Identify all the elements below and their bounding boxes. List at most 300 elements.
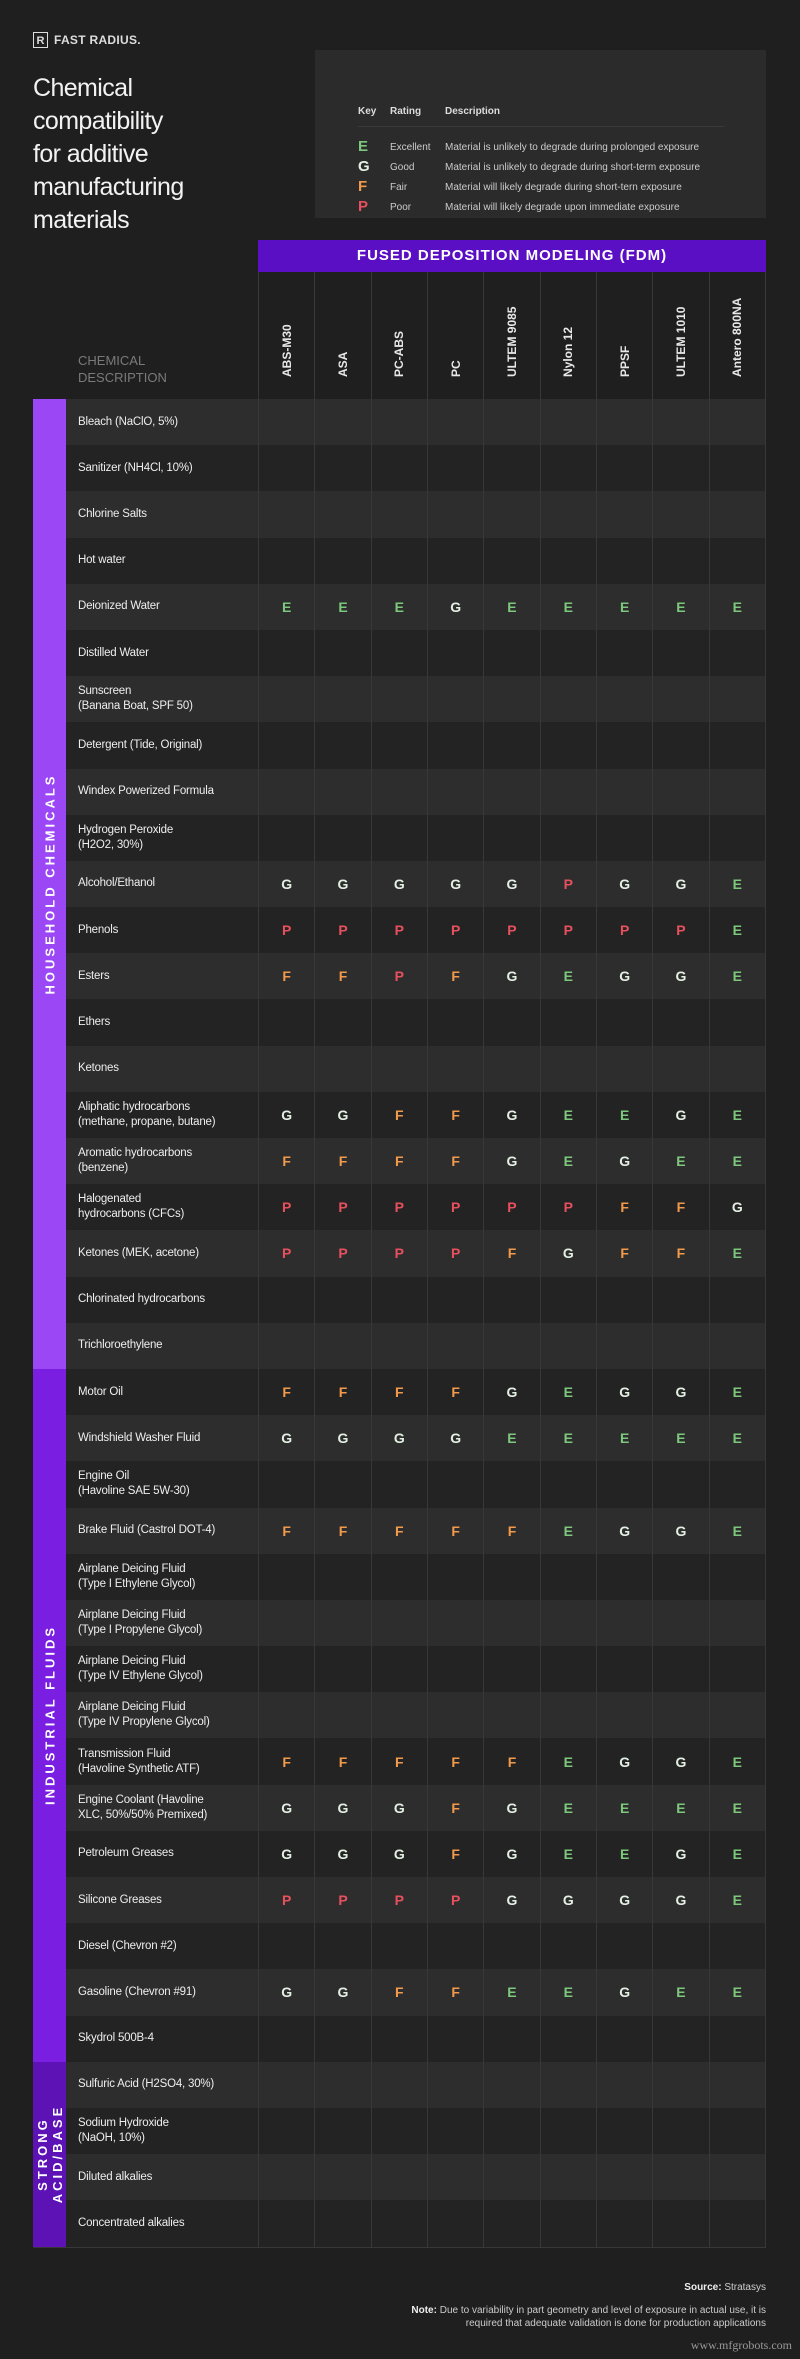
rating-cell <box>483 2062 539 2108</box>
rating-cell <box>483 2154 539 2200</box>
key-header-rating: Rating <box>390 106 422 117</box>
section-strong-acid-base <box>33 2062 766 2247</box>
rating-cell <box>258 1554 314 1600</box>
rating-cell <box>709 2200 766 2246</box>
rating-cell: G <box>371 861 427 907</box>
rating-cell <box>427 1646 483 1692</box>
rating-cell: E <box>540 953 596 999</box>
rating-cell <box>314 676 370 722</box>
rating-cell <box>540 2062 596 2108</box>
chemical-name: Transmission Fluid (Havoline Synthetic ATF) <box>78 1747 200 1775</box>
rating-cell <box>540 1323 596 1369</box>
rating-cell: F <box>427 1138 483 1184</box>
table-row <box>66 2062 766 2108</box>
rating-cell: G <box>596 1369 652 1415</box>
rating-cell: P <box>652 907 708 953</box>
brand-name: FAST RADIUS. <box>54 33 141 47</box>
chemical-name: Ketones <box>78 1062 119 1075</box>
column-header-label: ABS-M30 <box>279 324 294 377</box>
rating-cell: P <box>483 907 539 953</box>
rating-cell: G <box>652 1508 708 1554</box>
rating-cell <box>483 399 539 445</box>
rating-cell: P <box>258 907 314 953</box>
rating-cell: E <box>540 1969 596 2015</box>
rating-cell: G <box>596 1138 652 1184</box>
rating-cell <box>371 1692 427 1738</box>
rating-cell: F <box>652 1184 708 1230</box>
rating-cell <box>483 2108 539 2154</box>
column-header-label: ASA <box>335 351 350 377</box>
rating-cell <box>371 538 427 584</box>
table-row <box>66 445 766 491</box>
rating-cell <box>596 1323 652 1369</box>
rating-cell <box>540 2154 596 2200</box>
rating-cell: E <box>540 1508 596 1554</box>
rating-cell <box>314 491 370 537</box>
chemical-name: Windex Powerized Formula <box>78 785 214 798</box>
table-row <box>66 584 766 630</box>
rating-cell <box>709 1046 766 1092</box>
table-row <box>66 999 766 1045</box>
rating-cell <box>427 999 483 1045</box>
chemical-name: Sanitizer (NH4Cl, 10%) <box>78 461 193 474</box>
rating-cell: E <box>709 1785 766 1831</box>
rating-cell <box>371 1461 427 1507</box>
rating-cell <box>709 1461 766 1507</box>
material-column-headers <box>258 272 766 399</box>
rating-cell <box>483 1461 539 1507</box>
rating-cell: G <box>258 1831 314 1877</box>
rating-cell <box>314 445 370 491</box>
rating-cell: E <box>596 1831 652 1877</box>
rating-cell <box>314 815 370 861</box>
rating-cell: P <box>314 907 370 953</box>
rating-cell <box>709 2016 766 2062</box>
rating-cell: F <box>258 1738 314 1784</box>
key-rating: Good <box>390 162 415 173</box>
rating-cell <box>314 2016 370 2062</box>
rating-cell: G <box>483 1138 539 1184</box>
column-header-label: PC <box>448 360 463 377</box>
rating-cell <box>258 2016 314 2062</box>
rating-cell <box>596 491 652 537</box>
column-header-label: ULTEM 9085 <box>504 306 519 377</box>
rating-cell <box>371 630 427 676</box>
logo-mark-icon: R <box>33 32 48 48</box>
table-row <box>66 399 766 445</box>
rating-cell <box>427 1692 483 1738</box>
chemical-name: Alcohol/Ethanol <box>78 877 155 890</box>
column-header <box>652 272 708 399</box>
chemical-name: Diluted alkalies <box>78 2170 153 2183</box>
key-letter: P <box>358 198 369 215</box>
rating-cell <box>483 630 539 676</box>
rating-cell: G <box>540 1230 596 1276</box>
rating-cell: G <box>596 1877 652 1923</box>
chemical-name: Halogenated hydrocarbons (CFCs) <box>78 1193 185 1221</box>
rating-cell <box>483 1646 539 1692</box>
fdm-header-band: FUSED DEPOSITION MODELING (FDM) <box>258 240 766 272</box>
chemical-name: Bleach (NaClO, 5%) <box>78 415 178 428</box>
rating-cell <box>596 445 652 491</box>
rating-cell <box>596 999 652 1045</box>
table-row <box>66 722 766 768</box>
brand-logo <box>33 32 141 48</box>
rating-cell <box>596 1461 652 1507</box>
rating-cell: P <box>427 1230 483 1276</box>
rating-cell: P <box>371 953 427 999</box>
rating-cell <box>540 1923 596 1969</box>
rating-cell: E <box>709 584 766 630</box>
rating-cell: F <box>258 953 314 999</box>
rating-cell <box>427 2016 483 2062</box>
rating-cell <box>258 1646 314 1692</box>
rating-cell: P <box>314 1877 370 1923</box>
rating-cell <box>596 630 652 676</box>
chemical-name: Chlorinated hydrocarbons <box>78 1293 205 1306</box>
page-title: Chemical compatibility for additive manufacturing materials <box>33 74 184 234</box>
rating-cell <box>652 999 708 1045</box>
rating-cell <box>652 630 708 676</box>
rating-cell <box>596 399 652 445</box>
rating-cell <box>709 2154 766 2200</box>
rating-cell: P <box>540 1184 596 1230</box>
rating-cell: E <box>709 1230 766 1276</box>
chemical-name: Phenols <box>78 923 119 936</box>
rating-cell <box>258 1600 314 1646</box>
rating-cell: G <box>652 1877 708 1923</box>
rating-cell: P <box>371 907 427 953</box>
rating-cell: P <box>596 907 652 953</box>
rating-cell <box>427 2200 483 2246</box>
rating-cell <box>258 2154 314 2200</box>
chemical-name: Aliphatic hydrocarbons (methane, propane, butane) <box>78 1100 216 1128</box>
rating-cell <box>371 2154 427 2200</box>
chemical-name: Windshield Washer Fluid <box>78 1431 201 1444</box>
rating-cell <box>314 1646 370 1692</box>
category-label: INDUSTRIAL FLUIDS <box>42 1625 57 1806</box>
rating-cell: F <box>427 1969 483 2015</box>
rating-cell <box>709 2062 766 2108</box>
rating-cell <box>314 999 370 1045</box>
rating-cell <box>596 1046 652 1092</box>
rating-cell: G <box>427 861 483 907</box>
table-row <box>66 491 766 537</box>
chemical-name: Chlorine Salts <box>78 507 147 520</box>
rating-cell: G <box>596 1508 652 1554</box>
rating-cell <box>596 2016 652 2062</box>
rating-cell: E <box>709 1508 766 1554</box>
rating-cell: E <box>540 1738 596 1784</box>
rating-cell: G <box>314 1831 370 1877</box>
rating-cell <box>652 1554 708 1600</box>
chemical-name: Diesel (Chevron #2) <box>78 1939 177 1952</box>
rating-cell: E <box>709 1877 766 1923</box>
rating-cell: G <box>652 1738 708 1784</box>
rating-cell <box>596 769 652 815</box>
rating-cell: F <box>371 1369 427 1415</box>
rating-cell <box>258 1046 314 1092</box>
rating-cell: E <box>540 1138 596 1184</box>
rating-cell <box>371 2062 427 2108</box>
table-row <box>66 676 766 722</box>
rating-cell <box>596 1923 652 1969</box>
rating-cell <box>483 722 539 768</box>
table-row <box>66 1923 766 1969</box>
rating-cell: E <box>596 584 652 630</box>
rating-cell: P <box>371 1877 427 1923</box>
rating-cell: G <box>483 1092 539 1138</box>
rating-cell: G <box>258 1785 314 1831</box>
rating-cell <box>652 1923 708 1969</box>
rating-cell <box>258 676 314 722</box>
rating-cell <box>427 2108 483 2154</box>
rating-cell <box>483 2016 539 2062</box>
rating-cell <box>540 445 596 491</box>
table-row <box>66 1831 766 1877</box>
table-row <box>66 907 766 953</box>
rating-cell: F <box>371 1738 427 1784</box>
column-header <box>371 272 427 399</box>
rating-cell <box>314 538 370 584</box>
rating-cell: P <box>371 1184 427 1230</box>
rating-cell <box>596 815 652 861</box>
rating-cell <box>540 1692 596 1738</box>
rating-cell: G <box>709 1184 766 1230</box>
column-header-label: Nylon 12 <box>561 326 576 377</box>
rating-cell: E <box>709 1415 766 1461</box>
rating-cell <box>709 399 766 445</box>
rating-cell <box>427 491 483 537</box>
key-row <box>358 198 738 220</box>
rating-cell <box>427 676 483 722</box>
rating-key-panel <box>315 50 766 218</box>
note-label: Note: <box>411 2305 437 2316</box>
rating-cell <box>427 2062 483 2108</box>
rating-cell <box>314 1461 370 1507</box>
rating-cell <box>427 630 483 676</box>
rating-cell <box>427 538 483 584</box>
rating-cell <box>483 445 539 491</box>
rating-cell <box>258 769 314 815</box>
rating-cell: G <box>314 1092 370 1138</box>
chemical-name: Detergent (Tide, Original) <box>78 738 203 751</box>
table-row <box>66 1969 766 2015</box>
rating-cell <box>483 538 539 584</box>
table-row <box>66 2016 766 2062</box>
rating-cell <box>540 1554 596 1600</box>
rating-cell <box>652 2108 708 2154</box>
chemical-name: Concentrated alkalies <box>78 2216 185 2229</box>
rating-cell <box>371 1554 427 1600</box>
rating-cell <box>709 491 766 537</box>
key-description: Material will likely degrade upon immediate exposure <box>445 202 680 213</box>
table-row <box>66 1415 766 1461</box>
column-header <box>314 272 370 399</box>
column-header <box>596 272 652 399</box>
rating-cell: G <box>258 1415 314 1461</box>
rating-cell: E <box>652 1785 708 1831</box>
chemical-name: Hydrogen Peroxide (H2O2, 30%) <box>78 823 174 851</box>
rating-cell: G <box>652 861 708 907</box>
rating-cell <box>596 2062 652 2108</box>
rating-cell: F <box>652 1230 708 1276</box>
chemical-name: Silicone Greases <box>78 1893 162 1906</box>
rating-cell: E <box>652 1138 708 1184</box>
table-row <box>66 2200 766 2246</box>
rating-cell <box>314 1323 370 1369</box>
rating-cell <box>540 2108 596 2154</box>
table-row <box>66 1184 766 1230</box>
rating-cell <box>371 676 427 722</box>
rating-cell <box>483 815 539 861</box>
rating-cell <box>709 1646 766 1692</box>
rating-cell <box>540 399 596 445</box>
key-row <box>358 178 738 200</box>
rating-cell <box>483 1600 539 1646</box>
rating-cell: F <box>427 1508 483 1554</box>
rating-cell <box>483 1554 539 1600</box>
category-label: STRONG ACID/BASE <box>34 2104 65 2204</box>
rating-cell: F <box>427 1738 483 1784</box>
rating-cell <box>709 1323 766 1369</box>
rating-cell <box>427 815 483 861</box>
rating-cell: G <box>483 1831 539 1877</box>
rating-cell <box>652 1323 708 1369</box>
rating-cell <box>427 769 483 815</box>
key-letter: F <box>358 178 368 195</box>
rating-cell <box>371 1923 427 1969</box>
rating-cell: F <box>427 1831 483 1877</box>
rating-cell <box>652 815 708 861</box>
rating-cell <box>314 1046 370 1092</box>
rating-cell <box>258 538 314 584</box>
rating-cell <box>483 769 539 815</box>
rating-cell: F <box>371 1138 427 1184</box>
rating-cell <box>427 1277 483 1323</box>
rating-cell: F <box>427 1369 483 1415</box>
rating-cell: G <box>596 1738 652 1784</box>
rating-cell <box>258 1323 314 1369</box>
rating-cell: E <box>314 584 370 630</box>
rating-cell: G <box>371 1415 427 1461</box>
rating-cell <box>314 1600 370 1646</box>
rating-cell <box>596 676 652 722</box>
rating-cell <box>371 2016 427 2062</box>
key-header <box>358 106 724 127</box>
rating-cell <box>709 769 766 815</box>
table-row <box>66 1323 766 1369</box>
rating-cell: G <box>596 861 652 907</box>
key-letter: E <box>358 138 369 155</box>
rating-cell <box>652 2016 708 2062</box>
key-row <box>358 158 738 180</box>
rating-cell <box>540 815 596 861</box>
rating-cell <box>258 399 314 445</box>
rating-cell <box>540 1277 596 1323</box>
rating-cell <box>371 1323 427 1369</box>
rating-cell <box>427 722 483 768</box>
rating-cell <box>596 1554 652 1600</box>
rating-cell <box>427 1554 483 1600</box>
rating-cell <box>709 1692 766 1738</box>
rating-cell <box>258 491 314 537</box>
chemical-name: Engine Oil (Havoline SAE 5W-30) <box>78 1470 190 1498</box>
rating-cell: G <box>483 861 539 907</box>
category-bar <box>33 1369 66 2062</box>
rating-cell <box>652 2154 708 2200</box>
rating-cell: E <box>483 1969 539 2015</box>
key-rating: Excellent <box>390 142 431 153</box>
rating-cell <box>258 2200 314 2246</box>
rating-cell: E <box>709 1738 766 1784</box>
rating-cell <box>258 2108 314 2154</box>
rating-cell <box>540 676 596 722</box>
rating-cell <box>540 722 596 768</box>
rating-cell: P <box>427 907 483 953</box>
table-row <box>66 1785 766 1831</box>
rating-cell <box>709 630 766 676</box>
rating-cell: E <box>652 584 708 630</box>
rating-cell: E <box>596 1415 652 1461</box>
rating-cell <box>483 1692 539 1738</box>
rating-cell <box>596 2108 652 2154</box>
rating-cell <box>596 2200 652 2246</box>
rating-cell: E <box>709 1969 766 2015</box>
table-row <box>66 1138 766 1184</box>
table-row <box>66 1092 766 1138</box>
category-bar <box>33 2062 66 2247</box>
rating-cell: G <box>596 953 652 999</box>
rating-cell <box>540 630 596 676</box>
table-row <box>66 1230 766 1276</box>
rating-cell <box>371 999 427 1045</box>
rating-cell <box>314 1923 370 1969</box>
column-header <box>709 272 766 399</box>
rating-cell <box>652 769 708 815</box>
rating-cell <box>258 2062 314 2108</box>
rating-cell <box>652 399 708 445</box>
chemical-description-label: CHEMICAL DESCRIPTION <box>78 353 167 385</box>
rating-cell <box>652 1600 708 1646</box>
rating-cell <box>314 769 370 815</box>
rating-cell <box>258 999 314 1045</box>
rating-cell <box>258 1692 314 1738</box>
chemical-name: Airplane Deicing Fluid (Type I Propylene Glycol) <box>78 1608 203 1636</box>
chemical-name: Ethers <box>78 1016 111 1029</box>
rating-cell <box>540 491 596 537</box>
note-text: Due to variability in part geometry and level of exposure in actual use, it is required that adequate validation is done for production applications <box>439 2305 766 2329</box>
column-header-label: ULTEM 1010 <box>673 306 688 377</box>
rating-cell <box>540 538 596 584</box>
rating-cell <box>652 1646 708 1692</box>
rating-cell <box>709 1554 766 1600</box>
key-header-description: Description <box>445 106 501 117</box>
rating-cell: G <box>483 953 539 999</box>
chemical-name: Sodium Hydroxide (NaOH, 10%) <box>78 2117 169 2145</box>
chemical-name: Skydrol 500B-4 <box>78 2032 154 2045</box>
rating-cell <box>483 2200 539 2246</box>
chemical-name: Engine Coolant (Havoline XLC, 50%/50% Premixed) <box>78 1793 208 1821</box>
rating-cell: G <box>258 861 314 907</box>
rating-cell: P <box>427 1184 483 1230</box>
rating-cell <box>314 1554 370 1600</box>
rating-cell: G <box>483 1369 539 1415</box>
table-row <box>66 861 766 907</box>
rating-cell <box>596 538 652 584</box>
chemical-name: Deionized Water <box>78 600 160 613</box>
key-rating: Poor <box>390 202 412 213</box>
